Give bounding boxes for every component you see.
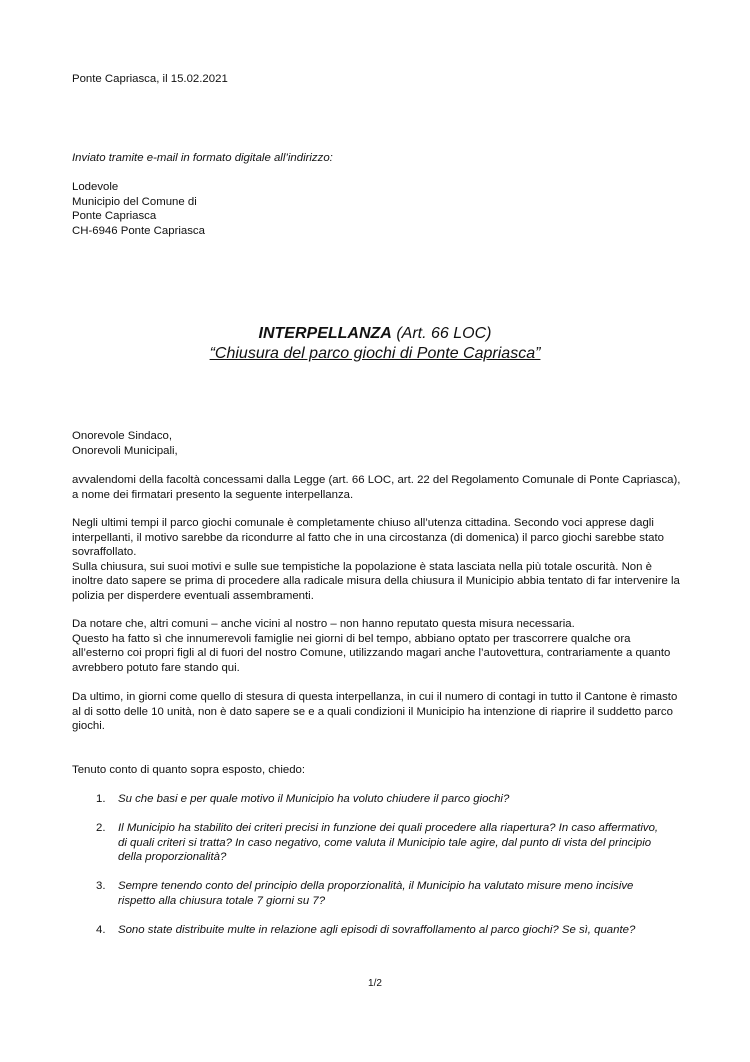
question-text: Il Municipio ha stabilito dei criteri precisi in funzione dei quali procedere alla riapertura? In caso affermativo, di quali criteri si tratta? In caso negativo, come valuta il Municipio tale agire, dal punto di vista del principio della proporzionalità?	[118, 822, 659, 864]
recipient-line: Ponte Capriasca	[72, 210, 157, 223]
paragraph-1	[72, 516, 682, 604]
question-text: Sempre tenendo conto del principio della proporzionalità, il Municipio ha valutato misure meno incisive rispetto alla chiusura totale 7 giorni su 7?	[118, 880, 634, 907]
paragraph-text: Negli ultimi tempi il parco giochi comunale è completamente chiuso all’utenza cittadina. Secondo voci apprese dagli interpellanti, il motivo sarebbe da ricondurre al fatto che in una circostanza (di domenica) il parco giochi sarebbe stato sovraffollato.	[72, 517, 664, 559]
paragraph-3: Da ultimo, in giorni come quello di stesura di questa interpellanza, in cui il numero di contagi in tutto il Cantone è rimasto al di sotto delle 10 unità, non è dato sapere se e a quali condizioni il Municipio ha intenzione di riaprire il suddetto parco giochi.	[72, 691, 678, 733]
question-item	[72, 879, 660, 908]
recipient-line: Lodevole	[72, 181, 119, 193]
question-number: 2.	[96, 822, 106, 835]
salutation-line: Onorevoli Municipali,	[72, 444, 178, 457]
question-number: 4.	[96, 924, 106, 937]
recipient-address	[72, 180, 682, 238]
question-item	[72, 923, 660, 938]
recipient-line: Municipio del Comune di	[72, 195, 197, 208]
paragraph-text: Da notare che, altri comuni – anche vicini al nostro – non hanno reputato questa misura necessaria.	[72, 618, 575, 630]
paragraph-2	[72, 617, 682, 675]
salutation	[72, 429, 682, 458]
question-item	[72, 792, 660, 807]
title-article: (Art. 66 LOC)	[396, 325, 492, 342]
question-item	[72, 821, 660, 865]
sent-via-note: Inviato tramite e-mail in formato digitale all’indirizzo:	[72, 152, 333, 164]
intro-paragraph: avvalendomi della facoltà concessami dalla Legge (art. 66 LOC, art. 22 del Regolamento Comunale di Ponte Capriasca), a nome dei firmatari presento la seguente interpellanza.	[72, 474, 681, 501]
paragraph-text: Sulla chiusura, sui suoi motivi e sulle sue tempistiche la popolazione è stata lasciata nella più totale oscurità. Non è inoltre dato sapere se prima di procedere alla radicale misura della chiusura il Municipio abbia tentato di far intervenire la polizia per disperdere eventuali assembramenti.	[72, 560, 680, 602]
lead-in: Tenuto conto di quanto sopra esposto, chiedo:	[72, 764, 306, 776]
question-text: Sono state distribuite multe in relazione agli episodi di sovraffollamento al parco giochi? Se sì, quante?	[118, 924, 636, 937]
question-number: 1.	[96, 793, 106, 805]
question-text: Su che basi e per quale motivo il Municipio ha voluto chiudere il parco giochi?	[118, 793, 510, 805]
question-number: 3.	[96, 880, 106, 893]
title-main: INTERPELLANZA	[258, 325, 392, 342]
document-title	[0, 324, 750, 364]
page-number: 1/2	[368, 978, 382, 989]
recipient-line: CH-6946 Ponte Capriasca	[72, 224, 205, 237]
questions-list	[72, 792, 660, 952]
salutation-line: Onorevole Sindaco,	[72, 430, 173, 442]
place-date: Ponte Capriasca, il 15.02.2021	[72, 73, 228, 85]
paragraph-text: Questo ha fatto sì che innumerevoli famiglie nei giorni di bel tempo, abbiano optato per trascorrere qualche ora all’esterno coi propri figli al di fuori del nostro Comune, utilizzando magari anche l’autovettura, contrariamente a quanto avrebbero potuto fare stando qui.	[72, 632, 671, 674]
title-subtitle: “Chiusura del parco giochi di Ponte Capriasca”	[209, 345, 541, 362]
